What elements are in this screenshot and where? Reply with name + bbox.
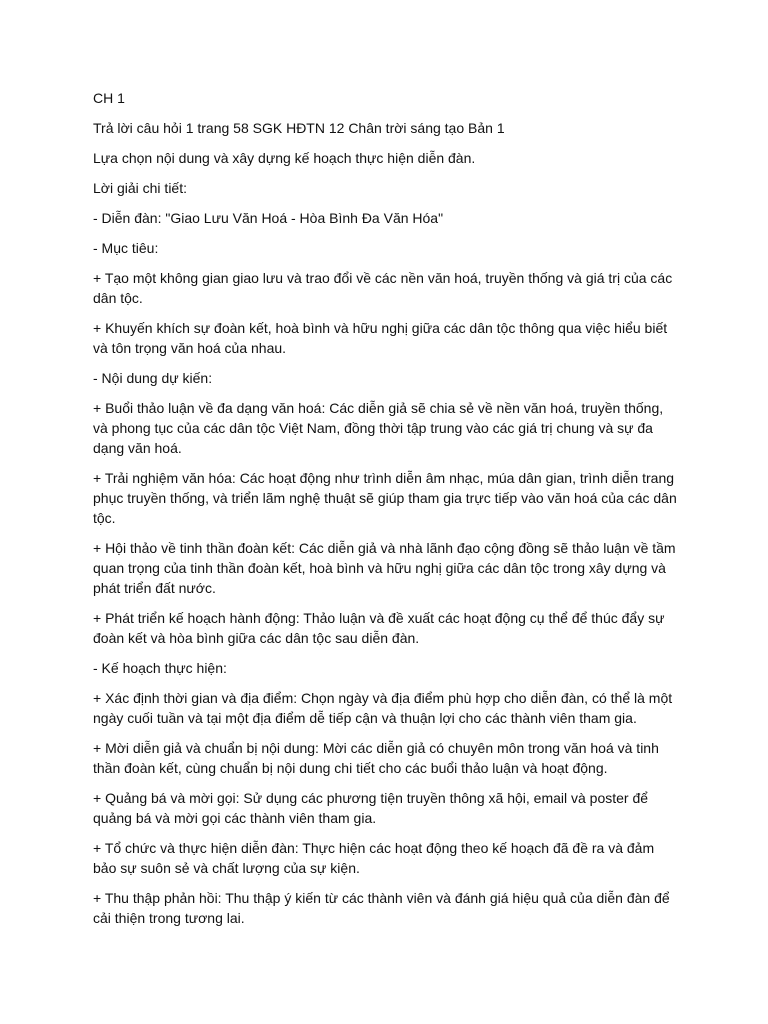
question-title: Trả lời câu hỏi 1 trang 58 SGK HĐTN 12 Chân trời sáng tạo Bản 1	[93, 120, 505, 136]
forum-name: - Diễn đàn: "Giao Lưu Văn Hoá - Hòa Bình Đa Văn Hóa"	[93, 210, 444, 226]
objectives-heading: - Mục tiêu:	[93, 240, 159, 256]
question-prompt: Lựa chọn nội dung và xây dựng kế hoạch thực hiện diễn đàn.	[93, 150, 476, 166]
content-heading: - Nội dung dự kiến:	[93, 370, 213, 386]
plan-item: + Thu thập phản hồi: Thu thập ý kiến từ các thành viên và đánh giá hiệu quả của diễn đàn để cải thiện trong tương lai.	[93, 890, 670, 926]
content-item: + Phát triển kế hoạch hành động: Thảo luận và đề xuất các hoạt động cụ thể để thúc đẩy sự đoàn kết và hòa bình giữa các dân tộc sau diễn đàn.	[93, 610, 665, 646]
plan-item: + Xác định thời gian và địa điểm: Chọn ngày và địa điểm phù hợp cho diễn đàn, có thể là một ngày cuối tuần và tại một địa điểm dễ tiếp cận và thuận lợi cho các thành viên tham gia.	[93, 690, 673, 726]
plan-item: + Quảng bá và mời gọi: Sử dụng các phương tiện truyền thông xã hội, email và poster để quảng bá và mời gọi các thành viên tham gia.	[93, 790, 649, 826]
document-body	[93, 88, 680, 928]
plan-heading: - Kế hoạch thực hiện:	[93, 660, 227, 676]
objective-item: + Tạo một không gian giao lưu và trao đổi về các nền văn hoá, truyền thống và giá trị của các dân tộc.	[93, 270, 673, 306]
section-heading: CH 1	[93, 90, 125, 106]
objective-item: + Khuyến khích sự đoàn kết, hoà bình và hữu nghị giữa các dân tộc thông qua việc hiểu biết và tôn trọng văn hoá của nhau.	[93, 320, 668, 356]
plan-item: + Tổ chức và thực hiện diễn đàn: Thực hiện các hoạt động theo kế hoạch đã đề ra và đảm bảo sự suôn sẻ và chất lượng của sự kiện.	[93, 840, 655, 876]
answer-label: Lời giải chi tiết:	[93, 180, 188, 196]
content-item: + Trải nghiệm văn hóa: Các hoạt động như trình diễn âm nhạc, múa dân gian, trình diễn trang phục truyền thống, và triển lãm nghệ thuật sẽ giúp tham gia trực tiếp vào văn hoá của các dân tộc.	[93, 470, 677, 526]
content-item: + Buổi thảo luận về đa dạng văn hoá: Các diễn giả sẽ chia sẻ về nền văn hoá, truyền thống, và phong tục của các dân tộc Việt Nam, đồng thời tập trung vào các giá trị chung và sự đa dạng văn hoá.	[93, 400, 664, 456]
plan-item: + Mời diễn giả và chuẩn bị nội dung: Mời các diễn giả có chuyên môn trong văn hoá và tinh thần đoàn kết, cùng chuẩn bị nội dung chi tiết cho các buổi thảo luận và hoạt động.	[93, 740, 659, 776]
content-item: + Hội thảo về tinh thần đoàn kết: Các diễn giả và nhà lãnh đạo cộng đồng sẽ thảo luận về tầm quan trọng của tinh thần đoàn kết, hoà bình và hữu nghị giữa các dân tộc trong xây dựng và phát triển đất nước.	[93, 540, 676, 596]
